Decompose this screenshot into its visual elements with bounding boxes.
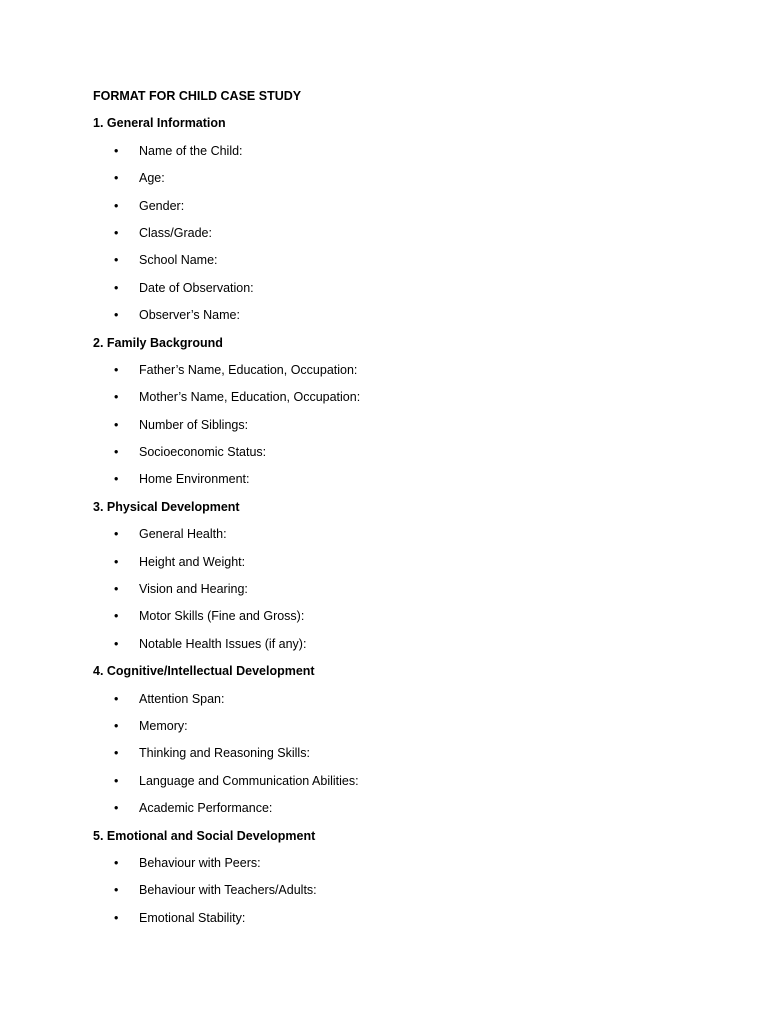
list-item bbox=[93, 442, 693, 469]
section-heading: 5. Emotional and Social Development bbox=[93, 828, 316, 843]
list-item bbox=[93, 880, 693, 907]
bullet-icon: • bbox=[114, 417, 119, 432]
list-item-label: Emotional Stability: bbox=[139, 910, 246, 925]
list-item bbox=[93, 196, 693, 223]
bullet-icon: • bbox=[114, 691, 119, 706]
list-item-label: Thinking and Reasoning Skills: bbox=[139, 746, 310, 761]
list-item-label: Number of Siblings: bbox=[139, 417, 249, 432]
list-item-label: Motor Skills (Fine and Gross): bbox=[139, 609, 305, 624]
list-item-label: Socioeconomic Status: bbox=[139, 445, 267, 460]
section-item-list bbox=[93, 360, 693, 497]
list-item bbox=[93, 771, 693, 798]
bullet-icon: • bbox=[114, 225, 119, 240]
list-item bbox=[93, 223, 693, 250]
list-item bbox=[93, 250, 693, 277]
list-item bbox=[93, 278, 693, 305]
list-item-label: Date of Observation: bbox=[139, 280, 254, 295]
section-item-list bbox=[93, 524, 693, 661]
list-item bbox=[93, 469, 693, 496]
document-body bbox=[93, 86, 693, 935]
list-item-label: Vision and Hearing: bbox=[139, 582, 248, 597]
bullet-icon: • bbox=[114, 445, 119, 460]
bullet-icon: • bbox=[114, 636, 119, 651]
list-item bbox=[93, 716, 693, 743]
list-item bbox=[93, 360, 693, 387]
bullet-icon: • bbox=[114, 253, 119, 268]
list-item-label: Observer’s Name: bbox=[139, 308, 240, 323]
bullet-icon: • bbox=[114, 390, 119, 405]
list-item-label: Behaviour with Teachers/Adults: bbox=[139, 883, 317, 898]
list-item bbox=[93, 387, 693, 414]
list-item-label: Home Environment: bbox=[139, 472, 250, 487]
list-item-label: Language and Communication Abilities: bbox=[139, 773, 359, 788]
section-heading: 2. Family Background bbox=[93, 335, 223, 350]
section-heading: 1. General Information bbox=[93, 116, 226, 131]
section-item-list bbox=[93, 689, 693, 826]
list-item bbox=[93, 524, 693, 551]
list-item-label: School Name: bbox=[139, 253, 218, 268]
bullet-icon: • bbox=[114, 198, 119, 213]
list-item bbox=[93, 606, 693, 633]
sections-container bbox=[93, 113, 693, 935]
list-item bbox=[93, 141, 693, 168]
bullet-icon: • bbox=[114, 280, 119, 295]
bullet-icon: • bbox=[114, 801, 119, 816]
list-item-label: Notable Health Issues (if any): bbox=[139, 636, 307, 651]
section-item-list bbox=[93, 853, 693, 935]
list-item bbox=[93, 579, 693, 606]
list-item-label: Behaviour with Peers: bbox=[139, 855, 261, 870]
list-item-label: Attention Span: bbox=[139, 691, 225, 706]
list-item-label: Mother’s Name, Education, Occupation: bbox=[139, 390, 361, 405]
list-item-label: Memory: bbox=[139, 718, 188, 733]
bullet-icon: • bbox=[114, 554, 119, 569]
list-item bbox=[93, 634, 693, 661]
bullet-icon: • bbox=[114, 883, 119, 898]
section-heading: 4. Cognitive/Intellectual Development bbox=[93, 664, 315, 679]
list-item-label: Name of the Child: bbox=[139, 143, 243, 158]
bullet-icon: • bbox=[114, 910, 119, 925]
bullet-icon: • bbox=[114, 143, 119, 158]
list-item bbox=[93, 168, 693, 195]
list-item bbox=[93, 908, 693, 935]
list-item-label: Height and Weight: bbox=[139, 554, 246, 569]
list-item bbox=[93, 552, 693, 579]
list-item-label: Father’s Name, Education, Occupation: bbox=[139, 362, 358, 377]
bullet-icon: • bbox=[114, 171, 119, 186]
bullet-icon: • bbox=[114, 308, 119, 323]
list-item-label: Gender: bbox=[139, 198, 185, 213]
list-item-label: General Health: bbox=[139, 527, 227, 542]
bullet-icon: • bbox=[114, 773, 119, 788]
bullet-icon: • bbox=[114, 718, 119, 733]
document-title: FORMAT FOR CHILD CASE STUDY bbox=[93, 89, 302, 103]
list-item bbox=[93, 305, 693, 332]
bullet-icon: • bbox=[114, 472, 119, 487]
list-item bbox=[93, 415, 693, 442]
list-item bbox=[93, 853, 693, 880]
list-item-label: Academic Performance: bbox=[139, 801, 273, 816]
bullet-icon: • bbox=[114, 609, 119, 624]
list-item bbox=[93, 743, 693, 770]
list-item bbox=[93, 798, 693, 825]
list-item bbox=[93, 689, 693, 716]
bullet-icon: • bbox=[114, 746, 119, 761]
bullet-icon: • bbox=[114, 362, 119, 377]
section-heading: 3. Physical Development bbox=[93, 499, 240, 514]
bullet-icon: • bbox=[114, 582, 119, 597]
list-item-label: Age: bbox=[139, 171, 165, 186]
bullet-icon: • bbox=[114, 855, 119, 870]
list-item-label: Class/Grade: bbox=[139, 225, 212, 240]
bullet-icon: • bbox=[114, 527, 119, 542]
section-item-list bbox=[93, 141, 693, 333]
